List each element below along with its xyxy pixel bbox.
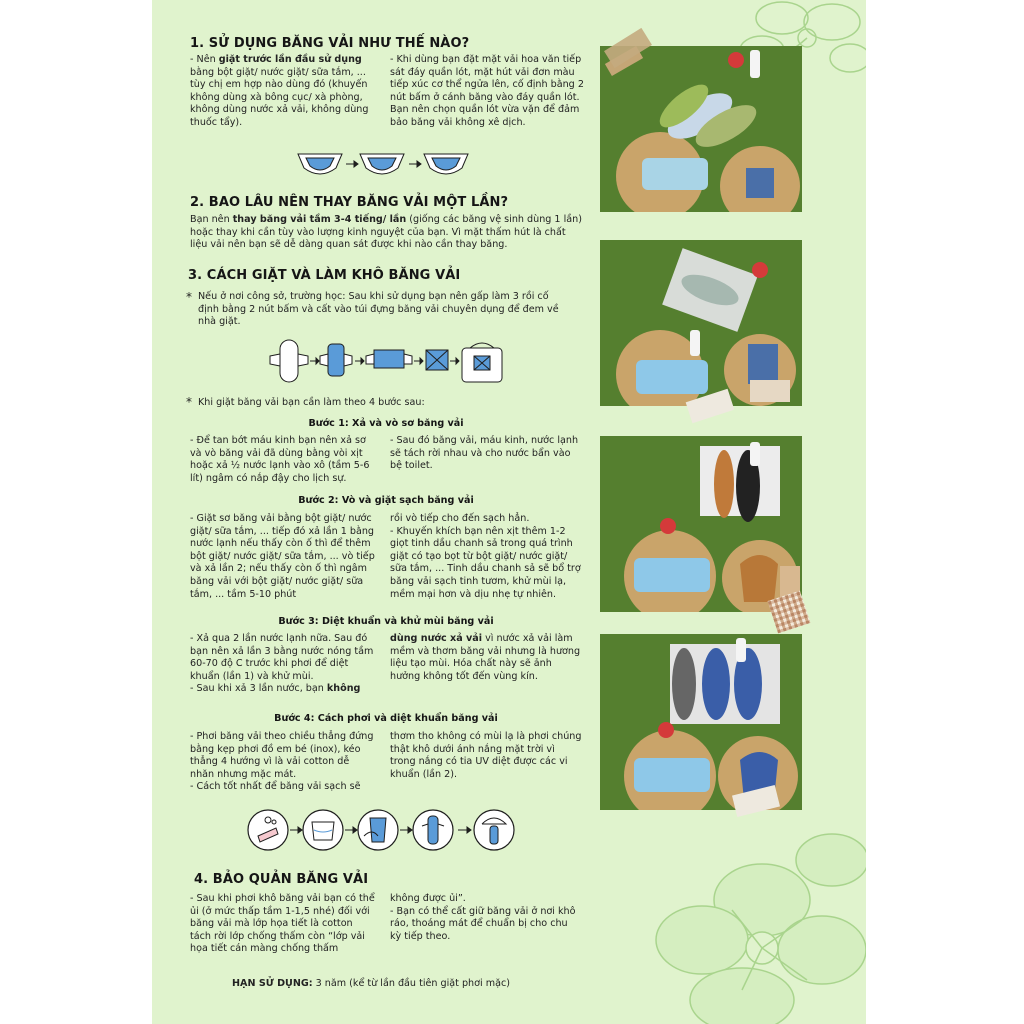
section3-bullet1: Nếu ở nơi công sở, trường học: Sau khi sử dụng bạn nên gấp làm 3 rồi cố định bằng 2 nút bấm và cất vào túi đựng băng vải chuyên dụng để đem về nhà giặt. xyxy=(198,291,559,328)
washing-steps-illustration xyxy=(246,808,536,854)
bold-text: không xyxy=(326,683,361,695)
step2-title: Bước 2: Vò và giặt sạch băng vải xyxy=(298,495,474,506)
text-part: vì nước xả vải làm mềm và thơm băng vải nhưng là hương liệu tạo mùi. Hóa chất này sẽ ảnh hưởng không tốt đến vùng kín. xyxy=(390,633,581,682)
product-photo-3 xyxy=(600,436,802,612)
text-part: Bạn nên xyxy=(190,214,233,225)
section4-left-text: - Sau khi phơi khô băng vải bạn có thể ủi (ở mức thấp tầm 1-1,5 nhé) đối với băng vải mà lớp họa tiết là cotton tách rời lớp chống thấm còn “lớp vải họa tiết cán màng chống thấm xyxy=(190,893,375,955)
section2-text xyxy=(190,214,582,252)
star-bullet-icon: * xyxy=(186,395,192,409)
text-part: - Nên xyxy=(190,54,219,65)
step2-left-text: - Giặt sơ băng vải bằng bột giặt/ nước giặt/ sữa tắm, ... tiếp đó xả lần 1 bằng nước lạnh nếu thấy còn ố thì để thêm bột giặt/ nước giặt/ sữa tắm, ... vò tiếp và xả lần 2; nếu thấy còn ố thì ngâm băng vải với bột giặt/ nước giặt/ sữa tắm, ... tầm 5-10 phút xyxy=(190,513,375,600)
step4-title: Bước 4: Cách phơi và diệt khuẩn băng vải xyxy=(274,713,498,724)
bold-text: giặt trước lần đầu sử dụng xyxy=(218,54,362,65)
info-sheet xyxy=(152,0,866,1024)
grass-photo-icon xyxy=(600,240,802,406)
text-part: - Xả qua 2 lần nước lạnh nữa. Sau đó bạn nên xả lần 3 bằng nước nóng tầm 60-70 độ C trước khi phơi để diệt khuẩn (lần 1) và khử mùi. xyxy=(190,633,374,682)
folding-steps-illustration xyxy=(266,336,516,386)
step3-left-text xyxy=(190,633,376,696)
expiry-label: HẠN SỬ DỤNG: xyxy=(232,978,313,989)
section1-right-text: - Khi dùng bạn đặt mặt vải hoa văn tiếp sát đáy quần lót, mặt hút vải đơn màu tiếp xúc cơ thể ngửa lên, cố định bằng 2 nút bấm ở cánh băng vào đáy quần lót. Bạn nên chọn quần lót vừa vặn để đảm bảo băng vải không xê dịch. xyxy=(390,54,584,128)
star-bullet-icon: * xyxy=(186,290,192,304)
section1-title: 1. SỬ DỤNG BĂNG VẢI NHƯ THẾ NÀO? xyxy=(190,36,470,51)
grass-photo-icon xyxy=(600,436,802,612)
product-photo-2 xyxy=(600,240,802,406)
bold-text: dùng nước xả vải xyxy=(390,633,483,644)
step4-right-text: thơm tho không có mùi lạ là phơi chúng thật khô dưới ánh nắng mặt trời vì trong nắng có tia UV diệt được các vi khuẩn (lần 2). xyxy=(390,731,582,780)
step1-right-text: - Sau đó băng vải, máu kinh, nước lạnh sẽ tách rời nhau và cho nước bẩn vào bệ toilet. xyxy=(390,435,579,472)
expiry-line xyxy=(232,978,572,991)
section1-left-text xyxy=(190,54,376,130)
grass-photo-icon xyxy=(600,46,802,212)
section3-bullet2: Khi giặt băng vải bạn cần làm theo 4 bước sau: xyxy=(198,397,425,408)
step4-left-text: - Phơi băng vải theo chiều thẳng đứng bằng kẹp phơi đồ em bé (inox), kéo thẳng 4 hướng vì là vải cotton dễ nhăn nhưng mặc mát. - Cách tốt nhất để băng vải sạch sẽ xyxy=(190,731,374,793)
panty-steps-illustration xyxy=(296,150,486,182)
product-photo-4 xyxy=(600,634,802,810)
section4-title: 4. BẢO QUẢN BĂNG VẢI xyxy=(194,872,369,887)
section4-right-text: không được ủi”. - Bạn có thể cất giữ băng vải ở nơi khô ráo, thoáng mát để chuẩn bị cho chu kỳ tiếp theo. xyxy=(390,893,576,942)
step1-left-text: - Để tan bớt máu kinh bạn nên xả sơ và vò băng vải đã dùng bằng vòi xịt hoặc xả ½ nước lạnh vào xô (tầm 5-6 lít) ngâm có nắp đậy cho lịch sự. xyxy=(190,435,370,484)
product-photo-1 xyxy=(600,46,802,212)
washing-steps-icon xyxy=(246,808,536,854)
section3-title: 3. CÁCH GIẶT VÀ LÀM KHÔ BĂNG VẢI xyxy=(188,268,461,283)
step3-title: Bước 3: Diệt khuẩn và khử mùi băng vải xyxy=(278,616,494,627)
flower-decoration-bottom-icon xyxy=(592,830,866,1024)
text-part: - Sau khi xả 3 lần nước, bạn xyxy=(190,683,327,695)
expiry-value: 3 năm (kể từ lần đầu tiên giặt phơi mặc) xyxy=(312,978,510,989)
text-part: (giống các băng vệ sinh dùng 1 lần) hoặc thay khi cần tùy vào lượng kinh nguyệt của bạn. Vì mặt thấm hút là chất liệu vải nên bạn sẽ dễ dàng quan sát được khi nào cần thay băng. xyxy=(190,214,582,251)
text-part: bằng bột giặt/ nước giặt/ sữa tắm, ... tùy chị em hợp nào dùng đó (khuyến không dùng xà bông cục/ xà phòng, không dùng nước xả vải, không dùng thuốc tẩy). xyxy=(190,66,369,128)
panty-steps-icon xyxy=(296,150,486,182)
folding-steps-icon xyxy=(266,336,516,386)
step2-right-text: rồi vò tiếp cho đến sạch hẳn. - Khuyến khích bạn nên xịt thêm 1-2 giọt tinh dầu chanh sả trong quá trình giặt có tạo bọt từ bột giặt/ nước giặt/ sữa tắm, ... Tinh dầu chanh sả sẽ bổ trợ băng vải sạch tinh tươm, khử mùi lạ, mềm mại hơn và dịu nhẹ tự nhiên. xyxy=(390,513,581,600)
section2-title: 2. BAO LÂU NÊN THAY BĂNG VẢI MỘT LẦN? xyxy=(190,195,509,210)
step3-right-text xyxy=(390,633,582,683)
step1-title: Bước 1: Xả và vò sơ băng vải xyxy=(308,418,464,429)
grass-photo-icon xyxy=(600,634,802,810)
bold-text: thay băng vải tầm 3-4 tiếng/ lần xyxy=(232,214,407,225)
